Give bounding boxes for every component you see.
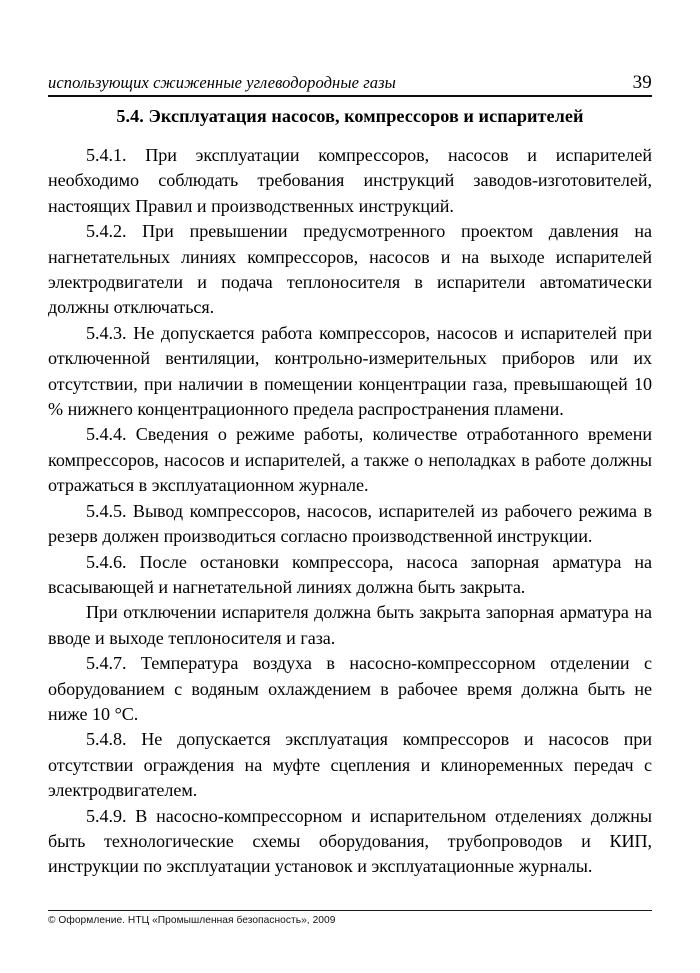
running-head-title: использующих сжиженные углеводородные газы xyxy=(48,73,396,92)
paragraph-5-4-7: 5.4.7. Температура воздуха в насосно-компрессорном отделении с оборудованием с водяным охлаждением в рабочее время должна быть не ниже 10 °C. xyxy=(48,653,652,724)
paragraph-5-4-5: 5.4.5. Вывод компрессоров, насосов, испарителей из рабочего режима в резерв должен производиться согласно производственной инструкции. xyxy=(48,500,652,547)
paragraph-5-4-6: 5.4.6. После остановки компрессора, насоса запорная арматура на всасывающей и нагнетательной линиях должна быть закрыта. xyxy=(48,551,652,597)
paragraph-5-4-8: 5.4.8. Не допускается эксплуатация компрессоров и насосов при отсутствии ограждения на муфте сцепления и клиноременных передач с электродвигателем. xyxy=(48,729,652,801)
running-head-rule xyxy=(48,95,652,97)
footer-rule xyxy=(48,910,652,911)
body-text xyxy=(48,143,652,880)
footer-copyright: © Оформление. НТЦ «Промышленная безопасность», 2009 xyxy=(48,915,336,926)
paragraph-5-4-4: 5.4.4. Сведения о режиме работы, количестве отработанного времени компрессоров, насосов и испарителей, а также о неполадках в работе должны отражаться в эксплуатационном журнале. xyxy=(48,424,652,496)
paragraph-5-4-6-continuation: При отключении испарителя должна быть закрыта запорная арматура на вводе и выходе теплоносителя и газа. xyxy=(48,602,652,648)
section-heading: 5.4. Эксплуатация насосов, компрессоров и испарителей xyxy=(116,106,584,126)
paragraph-5-4-2: 5.4.2. При превышении предусмотренного проектом давления на нагнетательных линиях компрессоров, насосов и на выходе испарителей электродвигатели и подача теплоносителя в испарители автоматически должны отключаться. xyxy=(48,221,652,318)
page-number: 39 xyxy=(632,72,652,93)
paragraph-5-4-9: 5.4.9. В насосно-компрессорном и испарительном отделениях должны быть технологические схемы оборудования, трубопроводов и КИП, инструкции по эксплуатации установок и эксплуатационные журналы. xyxy=(48,805,652,877)
paragraph-5-4-3: 5.4.3. Не допускается работа компрессоров, насосов и испарителей при отключенной вентиляции, контрольно-измерительных приборов или их отсутствии, при наличии в помещении концентрации газа, превышающей 10 % нижнего концентрационного предела распространения пламени. xyxy=(48,322,652,420)
paragraph-5-4-1: 5.4.1. При эксплуатации компрессоров, насосов и испарителей необходимо соблюдать требования инструкций заводов-изготовителей, настоящих Правил и производственных инструкций. xyxy=(48,145,652,216)
